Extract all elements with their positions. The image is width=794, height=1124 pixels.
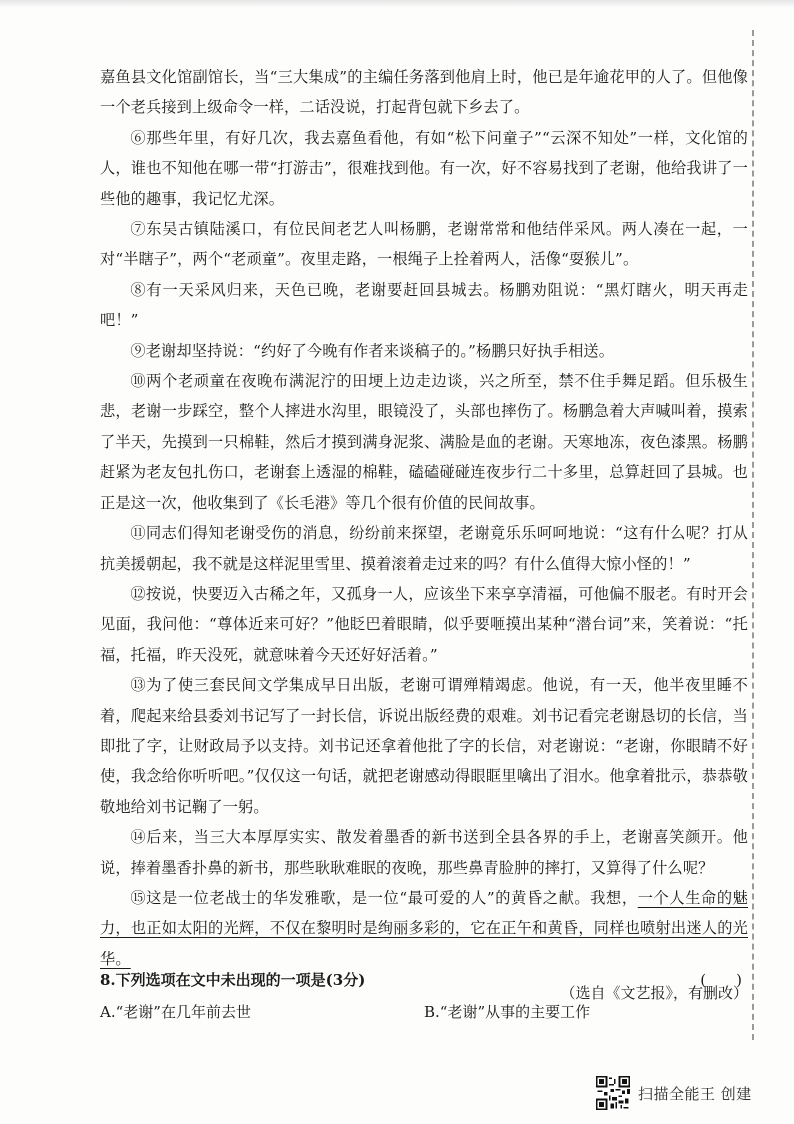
source-citation: （选自《文艺报》，有删改） (560, 984, 748, 1003)
paragraph-15 (100, 883, 748, 974)
answer-bracket[interactable]: ( ) (700, 971, 742, 989)
paragraph-10: ⑩两个老顽童在夜晚布满泥泞的田埂上边走边谈，兴之所至，禁不住手舞足蹈。但乐极生悲，老谢一步踩空，整个人摔进水沟里，眼镜没了，头部也摔伤了。杨鹏急着大声喊叫着，摸索了半天，先摸到一只棉鞋，然后才摸到满身泥浆、满脸是血的老谢。天寒地冻，夜色漆黑。杨鹏赶紧为老友包扎伤口，老谢套上透湿的棉鞋，磕磕碰碰连夜步行二十多里，总算赶回了县城。也正是这一次，他收集到了《长毛港》等几个很有价值的民间故事。 (100, 372, 748, 512)
paragraph-14: ⑭后来，当三大本厚厚实实、散发着墨香的新书送到全县各界的手上，老谢喜笑颜开。他说，捧着墨香扑鼻的新书，那些耿耿难眠的夜晚，那些鼻青脸肿的摔打，又算得了什么呢？ (100, 828, 748, 877)
option-a[interactable]: A.“老谢”在几年前去世 (100, 1003, 251, 1021)
passage-text (100, 62, 748, 1008)
paragraph-continued: 嘉鱼县文化馆副馆长，当“三大集成”的主编任务落到他肩上时，他已是年逾花甲的人了。但他像一个老兵接到上级命令一样，二话没说，打起背包就下乡去了。 (100, 68, 748, 117)
paragraph-9: ⑨老谢却坚持说：“约好了今晚有作者来谈稿子的。”杨鹏只好执手相送。 (130, 341, 615, 360)
paragraph-8: ⑧有一天采风归来，天色已晚，老谢要赶回县城去。杨鹏劝阻说：“黑灯瞎火，明天再走吧！” (100, 280, 748, 330)
paragraph-7: ⑦东吴古镇陆溪口，有位民间老艺人叫杨鹏，老谢常常和他结伴采风。两人凑在一起，一对“半瞎子”，两个“老顽童”。夜里走路，一根绳子上拴着两人，活像“耍猴儿”。 (100, 220, 748, 269)
scanner-watermark (596, 1076, 752, 1110)
watermark-text: 扫描全能王 创建 (638, 1084, 752, 1103)
underlined-sentence: 一个人生命的魅力，也正如太阳的光辉，不仅在黎明时是绚丽多彩的，它在正午和黄昏，同样也喷射出迷人的光华。 (100, 888, 748, 968)
paragraph-12: ⑫按说，快要迈入古稀之年，又孤身一人，应该坐下来享享清福，可他偏不服老。有时开会见面，我问他：“尊体近来可好？”他眨巴着眼睛，似乎要咂摸出某种“潜台词”来，笑着说：“托福，托福，昨天没死，就意味着今天还好好活着。” (100, 584, 748, 664)
paragraph-6: ⑥那些年里，有好几次，我去嘉鱼看他，有如“松下问童子”“云深不知处”一样，文化馆的人，谁也不知他在哪一带“打游击”，很难找到他。有一次，好不容易找到了老谢，他给我讲了一些他的趣事，我记忆尤深。 (100, 128, 748, 208)
question-stem (100, 966, 748, 994)
qr-code-icon (596, 1076, 630, 1110)
paragraph-11: ⑪同志们得知老谢受伤的消息，纷纷前来探望，老谢竟乐乐呵呵地说：“这有什么呢？打从抗美援朝起，我不就是这样泥里雪里、摸着滚着走过来的吗？有什么值得大惊小怪的！” (100, 524, 748, 573)
paragraph-13: ⑬为了使三套民间文学集成早日出版，老谢可谓殚精竭虑。他说，有一天，他半夜里睡不着，爬起来给县委刘书记写了一封长信，诉说出版经费的艰难。刘书记看完老谢恳切的长信，当即批了字，让财政局予以支持。刘书记还拿着他批了字的长信，对老谢说：“老谢，你眼睛不好使，我念给你听听吧。”仅仅这一句话，就把老谢感动得眼眶里噙出了泪水。他拿着批示，恭恭敬敬地给刘书记鞠了一躬。 (100, 676, 748, 816)
option-b[interactable]: B.“老谢”从事的主要工作 (424, 1003, 591, 1021)
margin-dashed-line (752, 30, 754, 1040)
question-options (100, 998, 748, 1026)
paragraph-15-text: ⑮这是一位老战士的华发雅歌，是一位“最可爱的人”的黄昏之献。我想， (130, 888, 638, 907)
scan-edge-shadow (0, 0, 794, 8)
question-title: 8.下列选项在文中未出现的一项是(3分) (100, 971, 366, 989)
question-8 (100, 966, 748, 1026)
